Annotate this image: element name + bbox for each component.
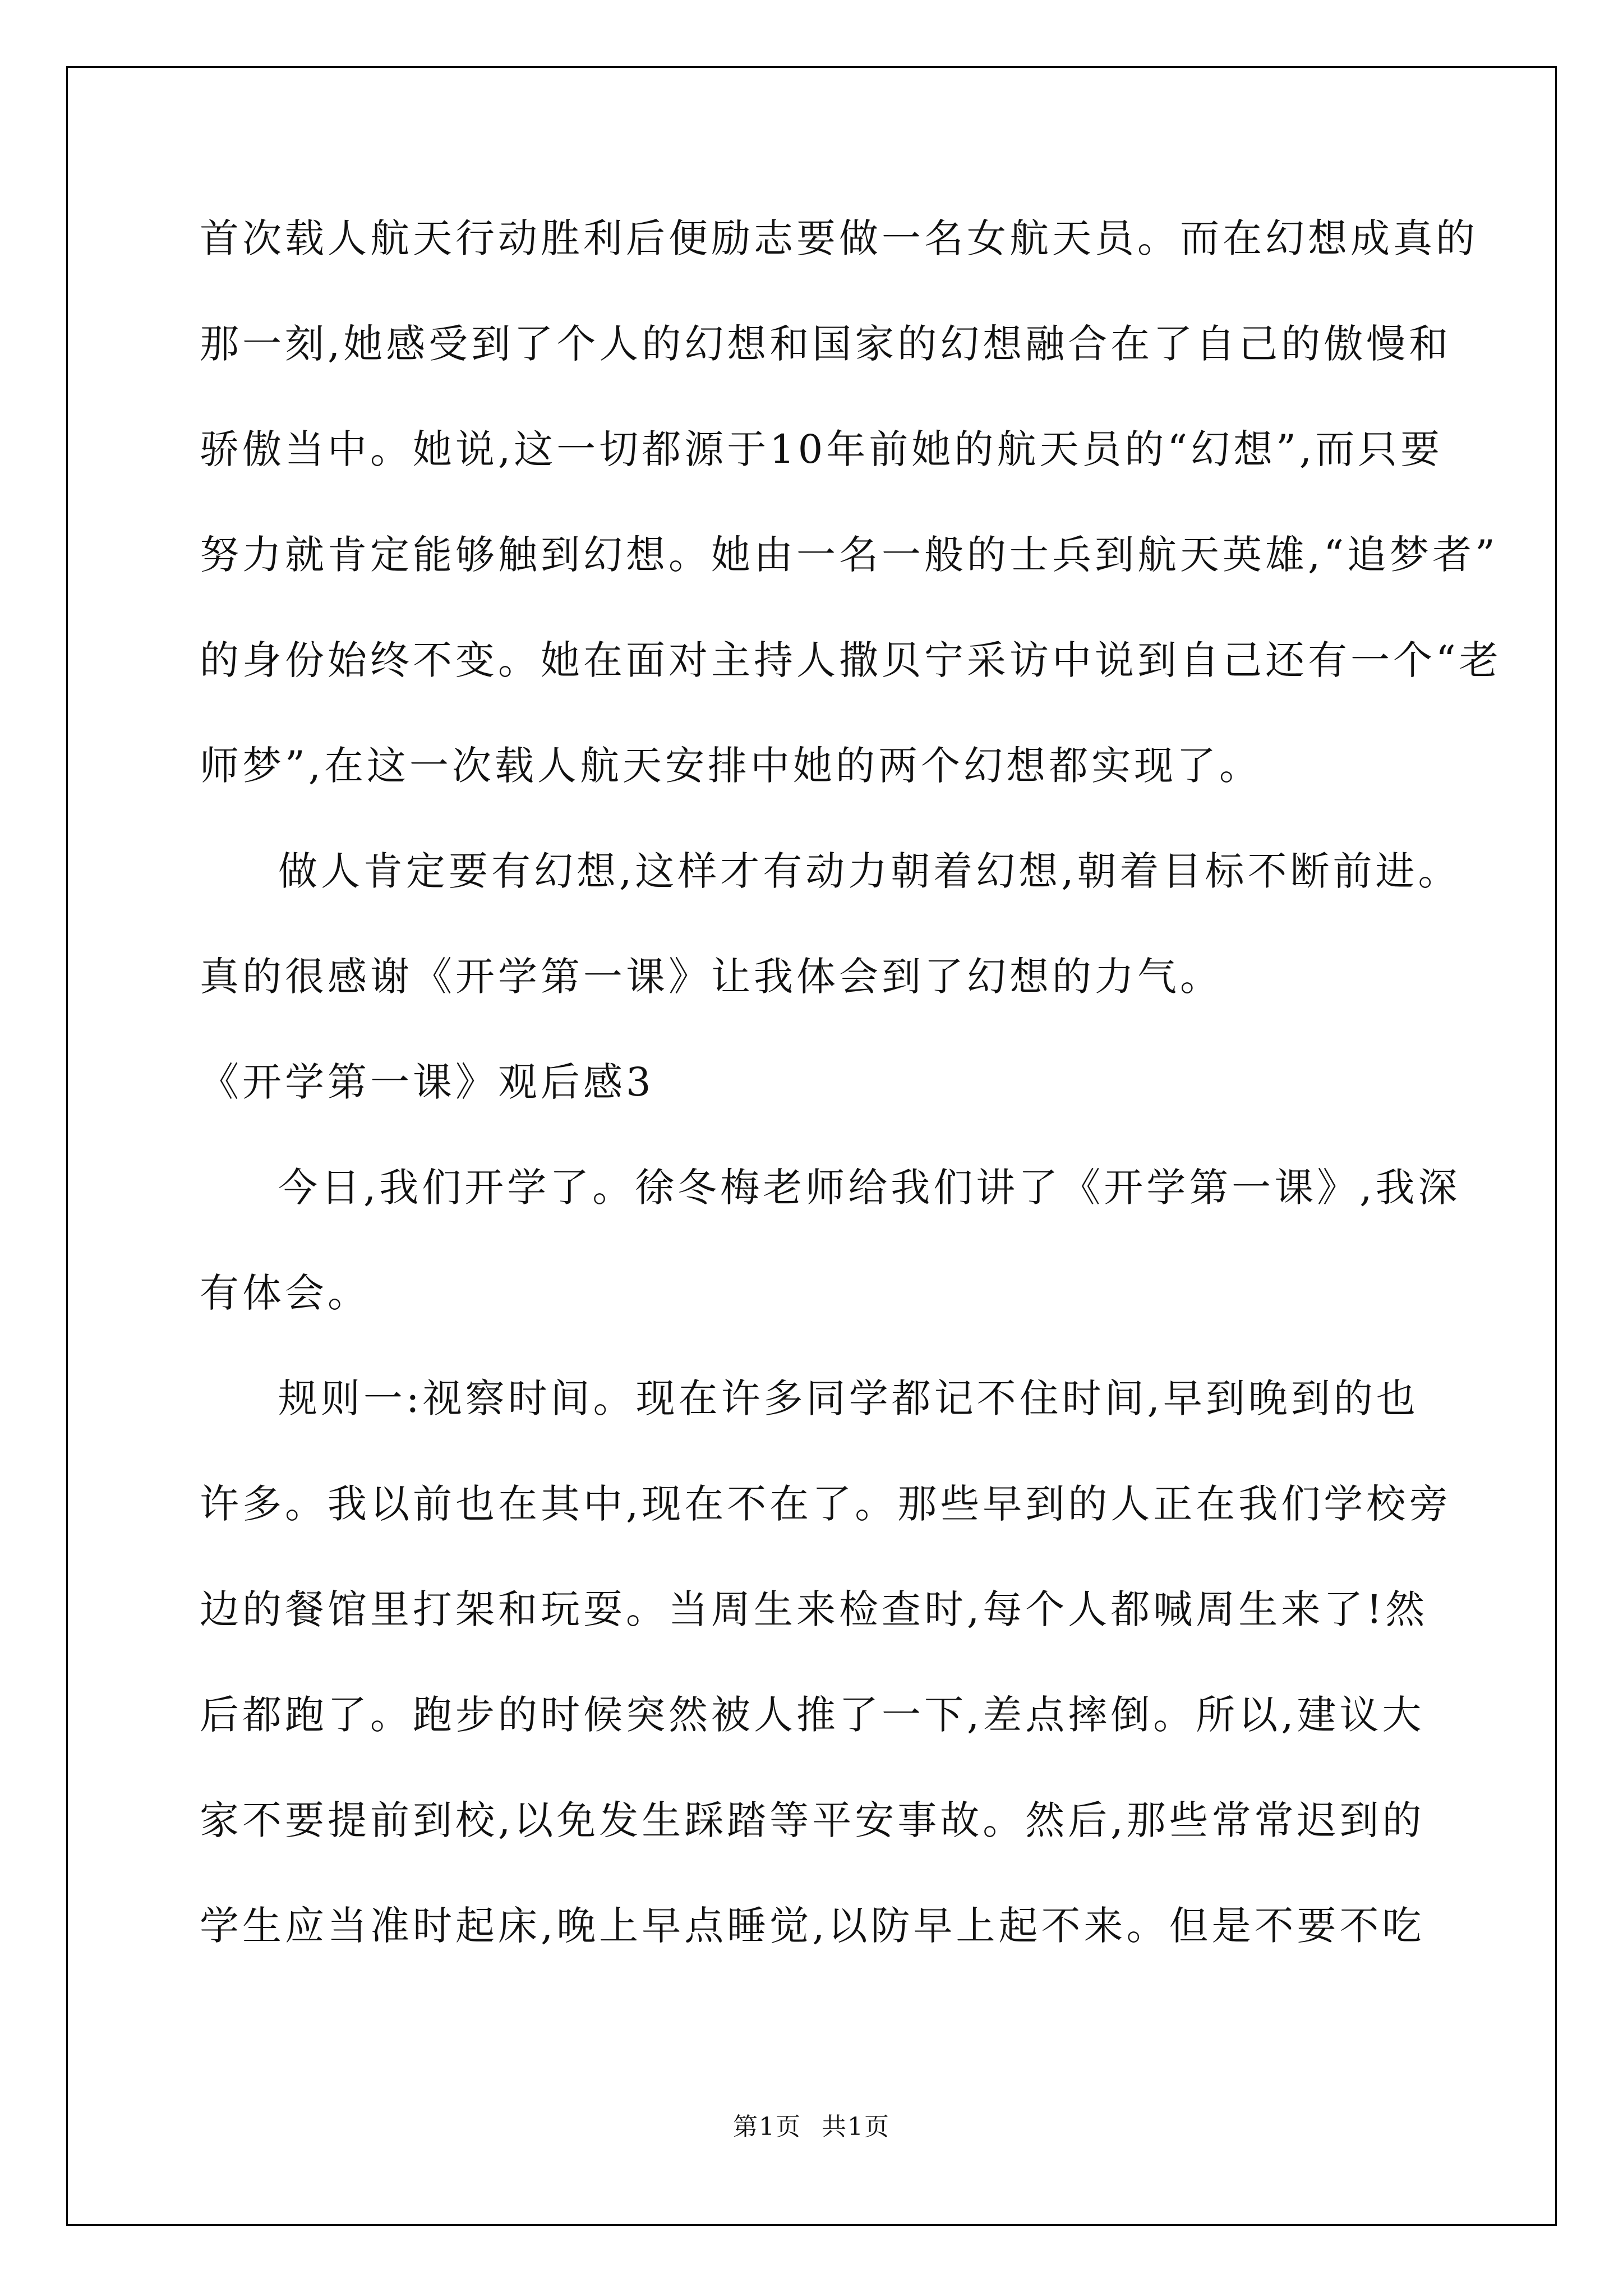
text-line: 学生应当准时起床,晚上早点睡觉,以防早上起不来。但是不要不吃 [200,1903,1425,1949]
text-line: 边的餐馆里打架和玩耍。当周生来检查时,每个人都喊周生来了!然 [200,1586,1428,1632]
text-line: 规则一:视察时间。现在许多同学都记不住时间,早到晚到的也 [278,1375,1419,1421]
text-line: 的身份始终不变。她在面对主持人撒贝宁采访中说到自己还有一个“老 [200,637,1502,683]
text-line: 首次载人航天行动胜利后便励志要做一名女航天员。而在幻想成真的 [200,215,1478,261]
text-line: 骄傲当中。她说,这一切都源于10年前她的航天员的“幻想”,而只要 [200,426,1444,472]
text-line: 许多。我以前也在其中,现在不在了。那些早到的人正在我们学校旁 [200,1481,1452,1527]
text-line: 那一刻,她感受到了个人的幻想和国家的幻想融合在了自己的傲慢和 [200,321,1452,367]
text-line: 有体会。 [200,1270,370,1316]
page-total: 共1页 [822,2113,890,2141]
text-line: 做人肯定要有幻想,这样才有动力朝着幻想,朝着目标不断前进。 [278,848,1461,894]
text-line: 今日,我们开学了。徐冬梅老师给我们讲了《开学第一课》,我深 [278,1165,1461,1211]
text-line: 努力就肯定能够触到幻想。她由一名一般的士兵到航天英雄,“追梦者” [200,532,1498,578]
text-line: 师梦”,在这一次载人航天安排中她的两个幻想都实现了。 [200,743,1262,789]
text-line: 后都跑了。跑步的时候突然被人推了一下,差点摔倒。所以,建议大 [200,1692,1425,1738]
page-number: 第1页 [733,2113,801,2141]
text-line: 真的很感谢《开学第一课》让我体会到了幻想的力气。 [200,954,1223,1000]
page-footer [0,2110,1623,2144]
section-heading: 《开学第一课》观后感3 [200,1059,654,1105]
text-line: 家不要提前到校,以免发生踩踏等平安事故。然后,那些常常迟到的 [200,1797,1425,1843]
